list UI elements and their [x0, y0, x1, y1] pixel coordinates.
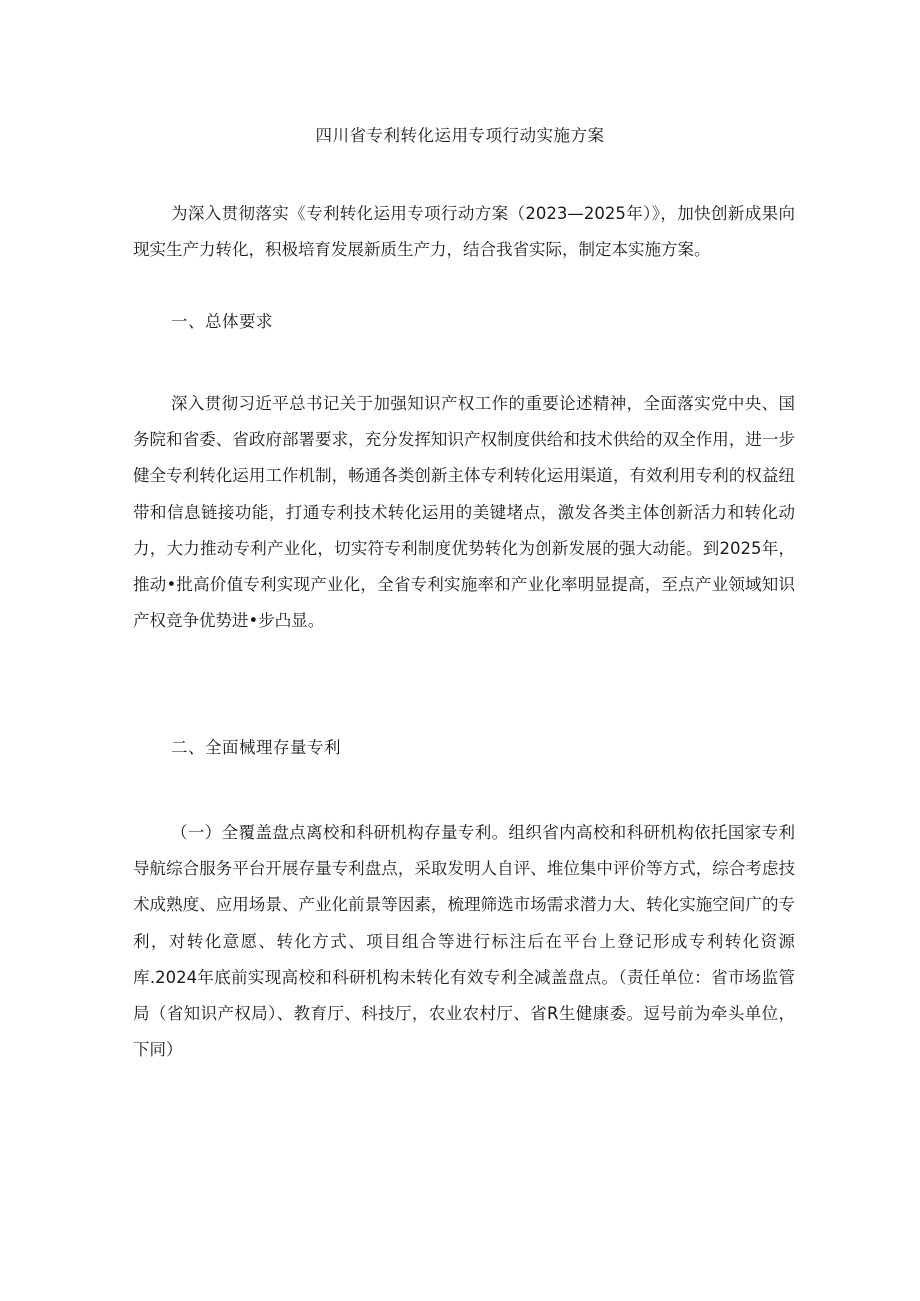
intro-paragraph: 为深入贯彻落实《专利转化运用专项行动方案（2023—2025年）》，加快创新成果向现实生产力转化，积极培育发展新质生产力，结合我省实际，制定本实施方案。: [133, 204, 795, 260]
section-heading-1: 一、总体要求: [171, 312, 273, 331]
section-heading-2: 二、全面械理存量专利: [171, 738, 341, 757]
document-title: 四川省专利转化运用专项行动实施方案: [315, 126, 605, 145]
section-1-paragraph: 深入贯彻习近平总书记关于加强知识产权工作的重要论述精神，全面落实党中央、国务院和省委、省政府部署要求，充分发挥知识产权制度供给和技术供给的双全作用，进一步健全专利转化运用工作机制，畅通各类创新主体专利转化运用渠道，有效利用专利的权益纽带和信息链接功能，打通专利技术转化运用的美键堵点，激发各类主体创新活力和转化动力，大力推动专利产业化，切实符专利制度优势转化为创新发展的强大动能。到2025年，推动•批高价值专利实现产业化，全省专利实施率和产业化率明显提高，至点产业领域知识产权竞争优势进•步凸显。: [133, 394, 795, 631]
section-2-paragraph: （一）全覆盖盘点离校和科研机构存量专利。组织省内高校和科研机构依托国家专利导航综合服务平台开展存量专利盘点，采取发明人自评、堆位集中评价等方式，综合考虑技术成熟度、应用场景、产业化前景等因素，梳理筛选市场需求潜力大、转化实施空间广的专利，对转化意愿、转化方式、项目组合等进行标注后在平台上登记形成专利转化资源库.2024年底前实现高校和科研机构未转化有效专利全减盖盘点。（责任单位：省市场监管局（省知识产权局）、教育厅、科技厅，农业农村厅、省R生健康委。逗号前为牵头单位，下同）: [133, 823, 795, 1060]
